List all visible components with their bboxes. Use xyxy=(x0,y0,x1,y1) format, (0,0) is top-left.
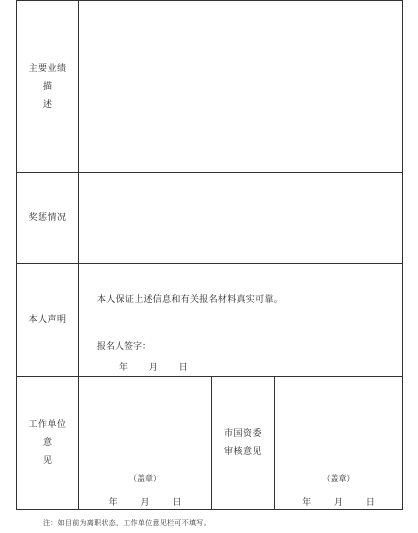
awards-row xyxy=(17,173,403,264)
employer-seal: （盖章） xyxy=(129,474,161,483)
application-form-table xyxy=(16,0,403,510)
awards-value-cell[interactable] xyxy=(79,173,403,264)
footnote: 注：如目前为离职状态，工作单位意见栏可不填写。 xyxy=(43,519,211,527)
achievements-label-cell xyxy=(17,1,79,173)
employer-date: 年 月 日 xyxy=(108,498,182,508)
employer-label-cell xyxy=(17,377,79,510)
opinions-row xyxy=(17,377,403,510)
sasac-opinion-cell[interactable] xyxy=(275,377,403,510)
sasac-label-line1: 市国资委 xyxy=(223,429,262,439)
employer-label-line1: 工作单位 xyxy=(28,420,67,430)
declaration-label: 本人声明 xyxy=(28,315,67,325)
declaration-row xyxy=(17,264,403,377)
achievements-label-line1: 主要业绩 xyxy=(28,63,67,74)
declaration-content-cell[interactable] xyxy=(79,264,403,377)
declaration-signature-label: 报名人签字： xyxy=(97,342,152,352)
awards-label: 奖惩情况 xyxy=(28,213,67,223)
achievements-value-cell[interactable] xyxy=(79,1,403,173)
awards-label-cell xyxy=(17,173,79,264)
declaration-statement: 本人保证上述信息和有关报名材料真实可靠。 xyxy=(97,295,284,305)
sasac-date: 年 月 日 xyxy=(302,498,375,508)
employer-label-line2: 意见 xyxy=(42,438,68,466)
declaration-label-cell xyxy=(17,264,79,377)
sasac-label-line2: 审核意见 xyxy=(223,447,262,457)
employer-opinion-cell[interactable] xyxy=(79,377,212,510)
achievements-label-line2: 描述 xyxy=(42,81,68,110)
sasac-label-cell xyxy=(212,377,275,510)
achievements-row xyxy=(17,1,403,173)
sasac-seal: （盖章） xyxy=(322,474,355,483)
declaration-date: 年 月 日 xyxy=(119,363,188,373)
